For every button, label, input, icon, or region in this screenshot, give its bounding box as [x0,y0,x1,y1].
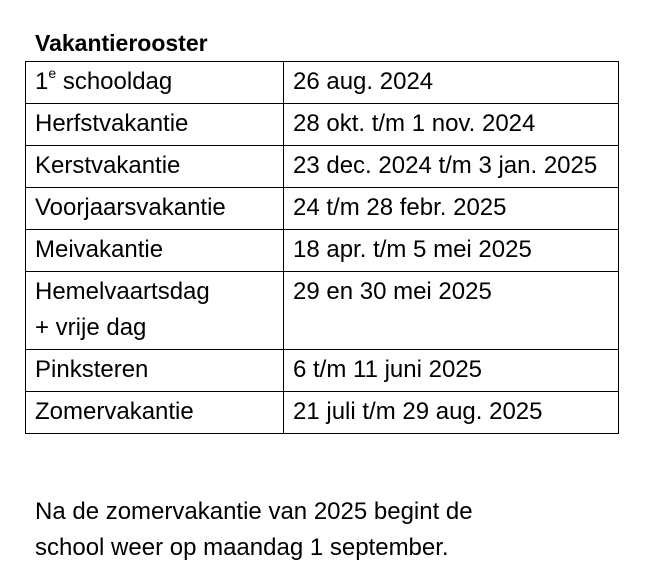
table-row [26,62,619,104]
row-label-herfstvakantie: Herfstvakantie [26,104,284,146]
row-value-kerstvakantie: 23 dec. 2024 t/m 3 jan. 2025 [284,146,619,188]
row-value-hemelvaartsdag: 29 en 30 mei 2025 [284,272,619,350]
row-value-zomervakantie: 21 juli t/m 29 aug. 2025 [284,392,619,434]
vacation-schedule-table [25,61,619,434]
row-value-pinksteren: 6 t/m 11 juni 2025 [284,350,619,392]
row-label-hemelvaartsdag: Hemelvaartsdag + vrije dag [26,272,284,350]
row-label-meivakantie: Meivakantie [26,230,284,272]
row-label-voorjaarsvakantie: Voorjaarsvakantie [26,188,284,230]
footer-line-1: Na de zomervakantie van 2025 begint de [35,498,473,525]
table-row [26,104,619,146]
row-value-herfstvakantie: 28 okt. t/m 1 nov. 2024 [284,104,619,146]
row-value-meivakantie: 18 apr. t/m 5 mei 2025 [284,230,619,272]
table-row [26,272,619,350]
row-label-kerstvakantie: Kerstvakantie [26,146,284,188]
table-row [26,392,619,434]
row-label-number: 1 [35,68,49,95]
row-label-first-school-day [26,62,284,104]
table-row [26,188,619,230]
page-title: Vakantierooster [35,30,208,56]
table-row [26,350,619,392]
row-value-first-school-day: 26 aug. 2024 [284,62,619,104]
row-value-voorjaarsvakantie: 24 t/m 28 febr. 2025 [284,188,619,230]
footer-note [35,494,615,566]
row-label-text: schooldag [56,68,173,95]
table-row [26,146,619,188]
footer-line-2: school weer op maandag 1 september. [35,534,449,561]
table-row [26,230,619,272]
row-label-superscript: e [48,65,57,81]
row-label-zomervakantie: Zomervakantie [26,392,284,434]
row-label-pinksteren: Pinksteren [26,350,284,392]
